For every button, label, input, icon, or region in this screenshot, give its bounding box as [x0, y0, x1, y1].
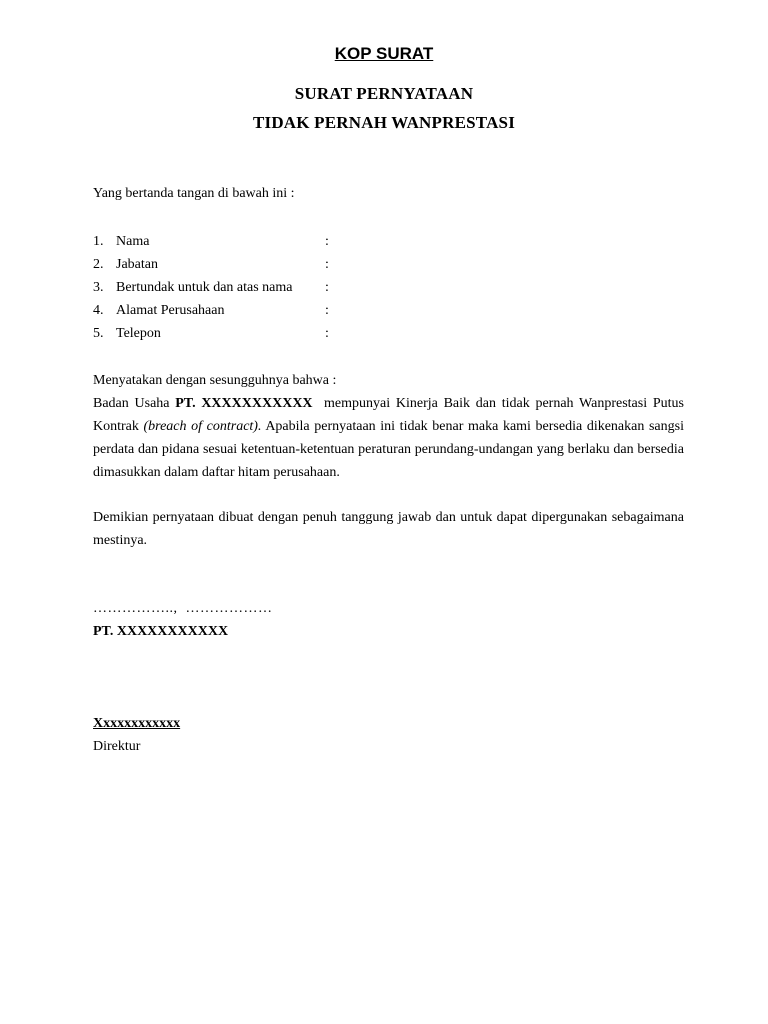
field-number: 5.	[93, 326, 104, 341]
field-row-company-address	[93, 301, 393, 324]
field-colon: :	[325, 280, 329, 295]
field-colon: :	[325, 303, 329, 318]
intro-text: Yang bertanda tangan di bawah ini :	[93, 186, 295, 201]
field-label: Nama	[116, 234, 150, 249]
document-subtitle: TIDAK PERNAH WANPRESTASI	[252, 113, 516, 132]
document-title: SURAT PERNYATAAN	[294, 84, 474, 103]
field-colon: :	[325, 234, 329, 249]
identity-field-list	[93, 232, 393, 347]
field-label: Jabatan	[116, 257, 158, 272]
field-row-phone	[93, 324, 393, 347]
statement-lead: Menyatakan dengan sesungguhnya bahwa :	[93, 373, 337, 388]
signatory-position: Direktur	[93, 739, 141, 754]
field-row-acting-for	[93, 278, 393, 301]
statement-company: PT. XXXXXXXXXXX	[175, 396, 313, 411]
field-label: Bertundak untuk dan atas nama	[116, 280, 293, 295]
field-colon: :	[325, 326, 329, 341]
place-date-placeholder: …………….., ………………	[93, 601, 273, 616]
field-number: 3.	[93, 280, 104, 295]
closing-paragraph: Demikian pernyataan dibuat dengan penuh tanggung jawab dan untuk dapat dipergunakan sebagaimana mestinya.	[93, 510, 684, 548]
signature-company: PT. XXXXXXXXXXX	[93, 624, 229, 639]
statement-middle: mempunyai Kinerja Baik dan tidak pernah Wanprestasi Putus Kontrak	[93, 396, 688, 434]
field-row-position	[93, 255, 393, 278]
statement-rest: Apabila pernyataan ini tidak benar maka kami bersedia dikenakan sangsi perdata dan pidana sesuai ketentuan-ketentuan peraturan perundang-undangan yang berlaku dan bersedia dimasukkan dalam daftar hitam perusahaan.	[93, 419, 684, 480]
statement-body	[93, 392, 688, 484]
field-label: Alamat Perusahaan	[116, 303, 225, 318]
field-colon: :	[325, 257, 329, 272]
statement-italic: (breach of contract).	[143, 419, 262, 434]
signatory-name: Xxxxxxxxxxxx	[93, 716, 181, 731]
field-number: 2.	[93, 257, 104, 272]
field-label: Telepon	[116, 326, 161, 341]
statement-prefix: Badan Usaha	[93, 396, 176, 411]
field-number: 1.	[93, 234, 104, 249]
statement-paragraph	[93, 369, 688, 484]
field-row-name	[93, 232, 393, 255]
field-number: 4.	[93, 303, 104, 318]
letterhead-placeholder: KOP SURAT	[334, 44, 434, 63]
